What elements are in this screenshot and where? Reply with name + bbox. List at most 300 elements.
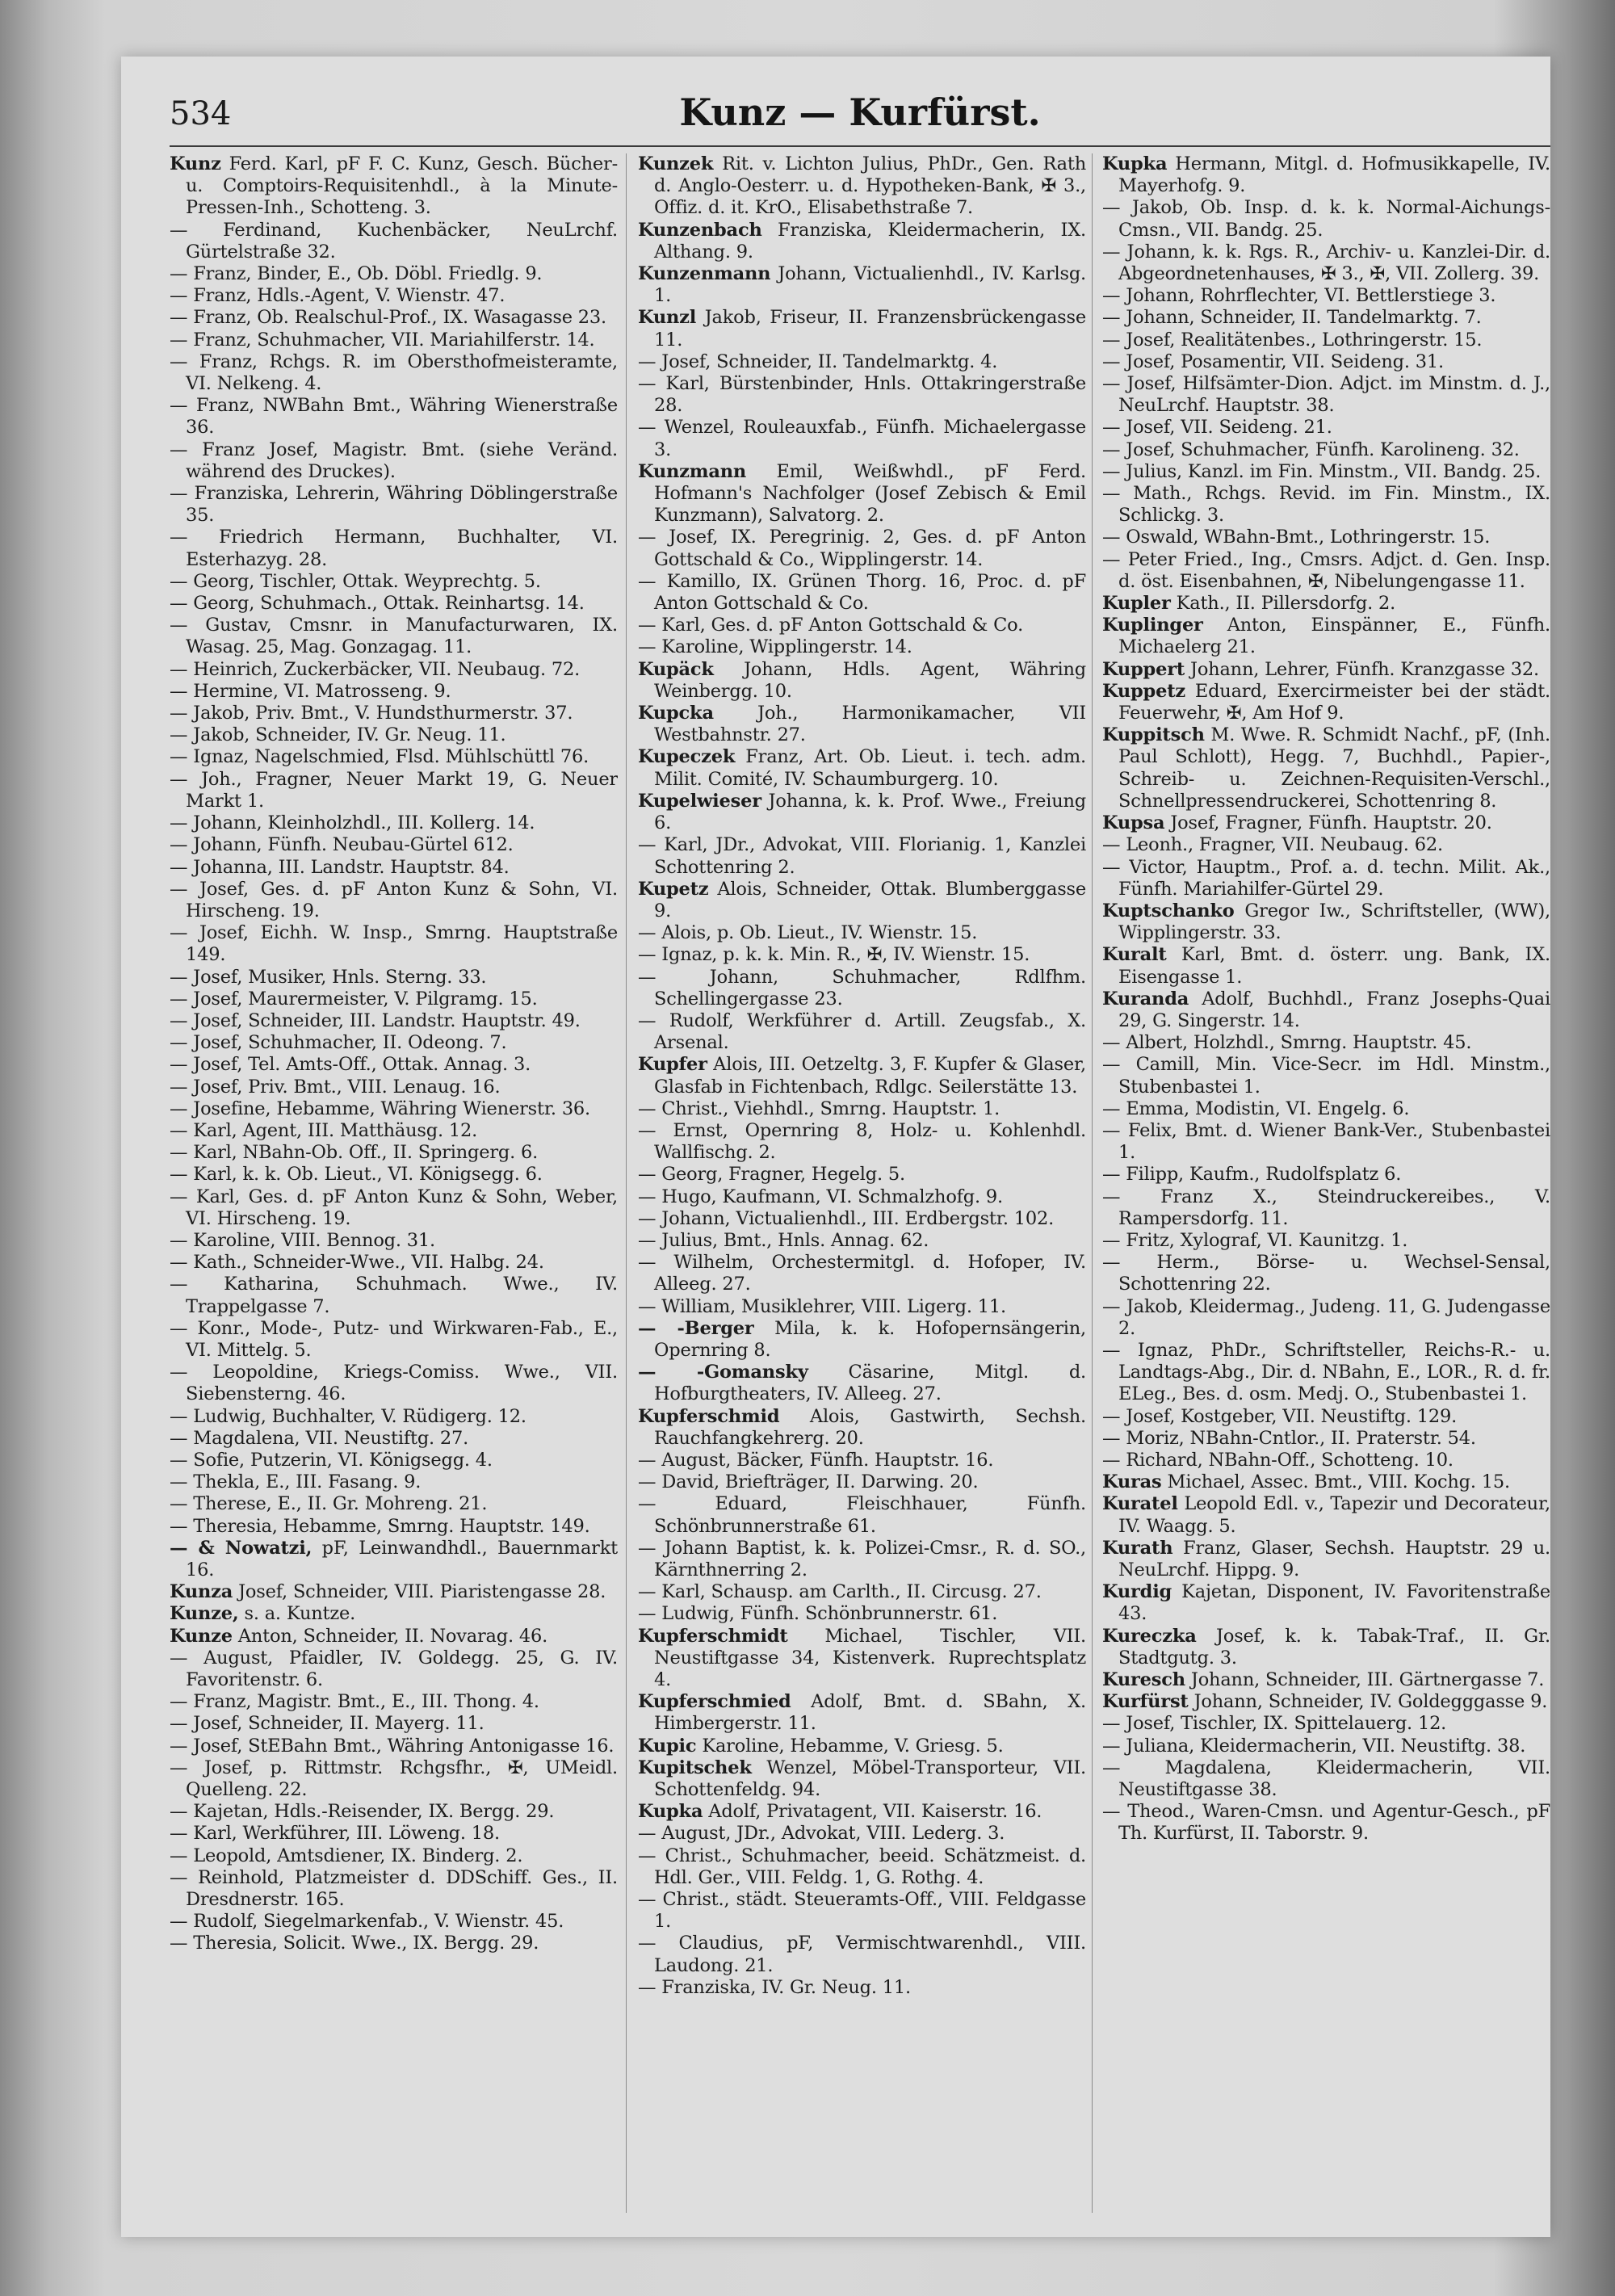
directory-entry <box>1102 329 1550 351</box>
entry-details: — Katharina, Schuhmach. Wwe., IV. Trappelgasse 7. <box>170 1274 618 1317</box>
entry-details: — Friedrich Hermann, Buchhalter, VI. Esterhazyg. 28. <box>170 527 618 570</box>
entry-details: Alois, Gastwirth, Sechsh. Rauchfangkehrerg. 20. <box>654 1405 1086 1449</box>
directory-entry <box>638 1230 1086 1252</box>
directory-entry <box>638 1691 1086 1735</box>
directory-entry <box>170 1164 618 1186</box>
entry-surname: Kurdig <box>1102 1581 1172 1603</box>
entry-details: — Leonh., Fragner, VII. Neubaug. 62. <box>1102 834 1443 856</box>
directory-entry <box>170 769 618 812</box>
directory-entry <box>638 1296 1086 1318</box>
directory-entry <box>638 1493 1086 1537</box>
entry-surname: Kunzl <box>638 307 697 329</box>
entry-details: — Joh., Fragner, Neuer Markt 19, G. Neuer Markt 1. <box>170 768 618 812</box>
directory-entry <box>1102 615 1550 658</box>
entry-details: — Peter Fried., Ing., Cmsrs. Adjct. d. Gen. Insp. d. öst. Eisenbahnen, ✠, Nibelungengasse 11. <box>1102 548 1550 592</box>
entry-details: — Ernst, Opernring 8, Holz- u. Kohlenhdl. Wallfischg. 2. <box>638 1119 1086 1164</box>
directory-entry <box>1102 1691 1550 1713</box>
entry-details: — Kath., Schneider-Wwe., VII. Halbg. 24. <box>170 1252 544 1274</box>
directory-entry <box>638 967 1086 1010</box>
entry-details: — August, JDr., Advokat, VIII. Lederg. 3. <box>638 1823 1005 1845</box>
directory-entry <box>170 1471 618 1493</box>
directory-entry <box>638 1406 1086 1450</box>
directory-entry <box>1102 1581 1550 1625</box>
entry-surname: — & Nowatzi, <box>170 1537 313 1559</box>
entry-details: Joh., Harmonikamacher, VII Westbahnstr. 27. <box>654 703 1086 746</box>
directory-entry <box>170 1142 618 1164</box>
directory-entry <box>638 1933 1086 1976</box>
entry-details: — Albert, Holzhdl., Smrng. Hauptstr. 45. <box>1102 1032 1472 1054</box>
directory-entry <box>170 1120 618 1142</box>
directory-entry <box>1102 900 1550 944</box>
directory-entry <box>638 1581 1086 1603</box>
directory-entry <box>638 153 1086 220</box>
entry-details: — Josef, VII. Seideng. 21. <box>1102 417 1332 439</box>
entry-details: — Christ., Schuhmacher, beeid. Schätzmeist. d. Hdl. Ger., VIII. Feldg. 1, G. Rothg. 4. <box>638 1845 1086 1888</box>
entry-surname: Kupler <box>1102 593 1171 615</box>
directory-entry <box>1102 1252 1550 1295</box>
entry-details: — Josef, Schneider, II. Tandelmarktg. 4. <box>638 350 998 372</box>
entry-surname: Kupka <box>638 1801 703 1823</box>
entry-details: Franz, Glaser, Sechsh. Hauptstr. 29 u. NeuLrchf. Hippg. 9. <box>1118 1537 1550 1580</box>
directory-entry <box>638 1757 1086 1801</box>
entry-details: Rit. v. Lichton Julius, PhDr., Gen. Rath d. Anglo-Oesterr. u. d. Hypotheken-Bank, ✠ 3., Offiz. d. it. KrO., Elisabethstraße 7. <box>654 153 1086 219</box>
directory-entry <box>170 659 618 681</box>
entry-details: — Ludwig, Buchhalter, V. Rüdigerg. 12. <box>170 1405 526 1427</box>
header-rule <box>170 145 1550 147</box>
directory-entry <box>1102 988 1550 1032</box>
directory-entry <box>1102 1736 1550 1757</box>
entry-surname: Kupcka <box>638 703 714 724</box>
directory-entry <box>170 307 618 329</box>
entry-surname: Kuppetz <box>1102 680 1185 702</box>
entry-details: Wenzel, Möbel-Transporteur, VII. Schottenfeldg. 94. <box>654 1757 1086 1801</box>
directory-entry <box>1102 307 1550 329</box>
directory-entry <box>170 1845 618 1867</box>
entry-details: Kajetan, Disponent, IV. Favoritenstraße 43. <box>1118 1581 1550 1625</box>
directory-entry <box>170 527 618 570</box>
directory-entry <box>170 395 618 439</box>
entry-surname: Kunzenmann <box>638 263 771 285</box>
directory-entry <box>170 1274 618 1317</box>
entry-details: — Ignaz, Nagelschmied, Flsd. Mühlschüttl 76. <box>170 746 589 768</box>
entry-details: Josef, Schneider, VIII. Piaristengasse 28. <box>233 1581 606 1603</box>
directory-entry <box>1102 1296 1550 1340</box>
entry-details: s. a. Kuntze. <box>238 1603 356 1625</box>
entry-surname: Kupka <box>1102 153 1168 174</box>
entry-details: Mila, k. k. Hofopernsängerin, Opernring 8. <box>654 1317 1086 1361</box>
directory-entry <box>170 922 618 966</box>
directory-entry <box>170 1691 618 1713</box>
entry-details: — Reinhold, Platzmeister d. DDSchiff. Ges., II. Dresdnerstr. 165. <box>170 1866 618 1911</box>
directory-entry <box>638 220 1086 263</box>
directory-entry <box>170 857 618 879</box>
entry-details: Hermann, Mitgl. d. Hofmusikkapelle, IV. Mayerhofg. 9. <box>1118 153 1550 197</box>
page-header <box>170 90 1550 144</box>
directory-entry <box>1102 1054 1550 1098</box>
directory-entry <box>638 1471 1086 1493</box>
entry-surname: Kupferschmid <box>638 1405 780 1427</box>
entry-details: — Josef, StEBahn Bmt., Währing Antonigasse 16. <box>170 1735 615 1757</box>
entry-details: — Franz, Magistr. Bmt., E., III. Thong. 4. <box>170 1691 539 1713</box>
directory-entry <box>638 527 1086 570</box>
entry-details: — Filipp, Kaufm., Rudolfsplatz 6. <box>1102 1164 1402 1186</box>
directory-entry <box>1102 285 1550 307</box>
directory-entry <box>1102 1757 1550 1801</box>
entry-details: pF, Leinwandhdl., Bauernmarkt 16. <box>186 1537 618 1580</box>
directory-entry <box>170 1032 618 1054</box>
entry-details: — Karl, Schausp. am Carlth., II. Circusg. 27. <box>638 1581 1042 1603</box>
entry-details: — Wenzel, Rouleauxfab., Fünfh. Michaelergasse 3. <box>638 417 1086 460</box>
entry-details: — Josef, p. Rittmstr. Rchgsfhr., ✠, UMeidl. Quelleng. 22. <box>170 1757 618 1801</box>
directory-entry <box>170 1406 618 1428</box>
entry-details: — Kajetan, Hdls.-Reisender, IX. Bergg. 29. <box>170 1801 555 1823</box>
entry-surname: Kupitschek <box>638 1757 752 1778</box>
directory-entry <box>1102 351 1550 373</box>
entry-details: Josef, k. k. Tabak-Traf., II. Gr. Stadtgutg. 3. <box>1118 1625 1550 1668</box>
directory-entry <box>638 263 1086 307</box>
directory-entry <box>1102 812 1550 834</box>
entry-details: — Josef, Tel. Amts-Off., Ottak. Annag. 3. <box>170 1054 531 1076</box>
entry-details: — Franz, Schuhmacher, VII. Mariahilferstr. 14. <box>170 329 595 350</box>
entry-details: — Josef, Priv. Bmt., VIII. Lenaug. 16. <box>170 1076 501 1098</box>
entry-details: — Ignaz, PhDr., Schriftsteller, Reichs-R.- u. Landtags-Abg., Dir. d. NBahn, E., LOR., R. d. fr. ELeg., Bes. d. osm. Medj. O., Stubenbastei 1. <box>1102 1339 1550 1405</box>
entry-details: Johann, Schneider, III. Gärtnergasse 7. <box>1185 1669 1545 1691</box>
directory-entry <box>170 1493 618 1515</box>
directory-entry <box>170 1823 618 1845</box>
entry-details: — Thekla, E., III. Fasang. 9. <box>170 1471 422 1493</box>
entry-details: — Magdalena, Kleidermacherin, VII. Neustiftgasse 38. <box>1102 1757 1550 1801</box>
entry-details: — Johann, Rohrflechter, VI. Bettlerstiege 3. <box>1102 285 1496 307</box>
entry-details: — Johann, Kleinholzhdl., III. Kollerg. 14. <box>170 812 535 834</box>
directory-entry <box>638 636 1086 658</box>
entry-details: Alois, Schneider, Ottak. Blumberggasse 9. <box>654 878 1086 921</box>
entry-details: Michael, Tischler, VII. Neustiftgasse 34, Kistenverk. Ruprechtsplatz 4. <box>654 1625 1086 1691</box>
entry-details: — Karl, Ges. d. pF Anton Kunz & Sohn, Weber, VI. Hirscheng. 19. <box>170 1186 618 1229</box>
directory-entry <box>638 615 1086 636</box>
entry-details: — Johann Baptist, k. k. Polizei-Cmsr., R. d. SO., Kärnthnerring 2. <box>638 1537 1086 1580</box>
directory-entry <box>170 812 618 834</box>
directory-entry <box>1102 197 1550 241</box>
entry-details: Adolf, Privatagent, VII. Kaiserstr. 16. <box>703 1801 1042 1823</box>
directory-entry <box>638 1098 1086 1120</box>
directory-entry <box>638 1801 1086 1823</box>
entry-details: Jakob, Friseur, II. Franzensbrückengasse 11. <box>654 307 1086 350</box>
directory-entry <box>1102 1801 1550 1845</box>
directory-entry <box>1102 944 1550 988</box>
entry-details: — Johann, Victualienhdl., III. Erdbergstr. 102. <box>638 1207 1055 1229</box>
directory-entry <box>638 373 1086 417</box>
entry-details: — Josef, IX. Peregrinig. 2, Ges. d. pF Anton Gottschald & Co., Wipplingerstr. 14. <box>638 527 1086 570</box>
entry-details: — Emma, Modistin, VI. Engelg. 6. <box>1102 1098 1410 1119</box>
directory-entry <box>1102 1186 1550 1230</box>
directory-entry <box>170 593 618 615</box>
entry-surname: — -Berger <box>638 1317 754 1339</box>
directory-entry <box>638 461 1086 527</box>
entry-details: — Franz X., Steindruckereibes., V. Rampersdorfg. 11. <box>1102 1186 1550 1229</box>
directory-entry <box>638 1736 1086 1757</box>
entry-surname: Kunzek <box>638 153 714 174</box>
directory-entry <box>638 1450 1086 1471</box>
entry-details: — Georg, Schuhmach., Ottak. Reinhartsg. 14. <box>170 593 585 615</box>
entry-details: — Karl, Werkführer, III. Löweng. 18. <box>170 1823 500 1845</box>
entry-surname: Kurath <box>1102 1537 1173 1559</box>
entry-surname: Kupäck <box>638 658 714 680</box>
directory-entry <box>638 834 1086 878</box>
entry-details: — Hermine, VI. Matrosseng. 9. <box>170 680 451 702</box>
entry-surname: Kunze, <box>170 1603 239 1625</box>
entry-details: — Franziska, Lehrerin, Währing Döblingerstraße 35. <box>170 483 618 527</box>
entry-details: — Franz Josef, Magistr. Bmt. (siehe Veränd. während des Druckes). <box>170 439 618 482</box>
column-3 <box>1102 153 1550 2221</box>
directory-entry <box>638 703 1086 746</box>
directory-entry <box>1102 483 1550 527</box>
directory-entry <box>170 1867 618 1911</box>
entry-details: Gregor Iw., Schriftsteller, (WW), Wipplingerstr. 33. <box>1118 900 1550 944</box>
entry-details: — Moriz, NBahn-Cntlor., II. Praterstr. 54. <box>1102 1427 1476 1449</box>
directory-entry <box>1102 724 1550 812</box>
directory-entry <box>638 1208 1086 1230</box>
entry-details: — Franz, Hdls.-Agent, V. Wienstr. 47. <box>170 285 505 307</box>
entry-details: Leopold Edl. v., Tapezir und Decorateur, IV. Waagg. 5. <box>1118 1493 1550 1537</box>
directory-entry <box>638 1845 1086 1889</box>
directory-entry <box>638 1603 1086 1625</box>
directory-entry <box>170 329 618 351</box>
entry-details: — Josefine, Hebamme, Währing Wienerstr. 36. <box>170 1098 590 1119</box>
entry-details: Josef, Fragner, Fünfh. Hauptstr. 20. <box>1164 812 1492 834</box>
directory-entry <box>1102 417 1550 439</box>
page-number: 534 <box>170 95 232 132</box>
entry-surname: Kureczka <box>1102 1625 1197 1647</box>
directory-entry <box>170 1318 618 1362</box>
entry-details: — David, Briefträger, II. Darwing. 20. <box>638 1471 979 1493</box>
directory-entry <box>170 681 618 703</box>
directory-entry <box>170 1581 618 1603</box>
entry-details: Johann, Lehrer, Fünfh. Kranzgasse 32. <box>1185 658 1539 680</box>
directory-entry <box>638 746 1086 790</box>
directory-entry <box>170 483 618 527</box>
directory-entry <box>638 1626 1086 1692</box>
entry-details: — Johann, Fünfh. Neubau-Gürtel 612. <box>170 834 514 856</box>
entry-surname: Kunz <box>170 153 221 174</box>
directory-entry <box>170 1647 618 1691</box>
entry-details: — Jakob, Kleidermag., Judeng. 11, G. Judengasse 2. <box>1102 1295 1550 1339</box>
entry-details: — Karl, Agent, III. Matthäusg. 12. <box>170 1119 478 1141</box>
directory-entry <box>638 879 1086 922</box>
entry-details: — Franz, Binder, E., Ob. Döbl. Friedlg. 9. <box>170 263 543 285</box>
entry-details: — Richard, NBahn-Off., Schotteng. 10. <box>1102 1449 1454 1471</box>
directory-entry <box>1102 1428 1550 1450</box>
entry-details: — Franz, Ob. Realschul-Prof., IX. Wasagasse 23. <box>170 307 606 329</box>
directory-entry <box>170 1933 618 1954</box>
entry-details: — Josef, Tischler, IX. Spittelauerg. 12. <box>1102 1713 1447 1735</box>
entry-surname: Kupferschmidt <box>638 1625 788 1647</box>
entry-details: — Ferdinand, Kuchenbäcker, NeuLrchf. Gürtelstraße 32. <box>170 219 618 262</box>
entry-surname: Kupic <box>638 1735 697 1757</box>
entry-details: — Josef, Posamentir, VII. Seideng. 31. <box>1102 350 1444 372</box>
entry-details: — Magdalena, VII. Neustiftg. 27. <box>170 1427 469 1449</box>
entry-details: Anton, Einspänner, E., Fünfh. Michaelerg 21. <box>1118 615 1550 658</box>
directory-entry <box>638 1318 1086 1362</box>
entry-details: — Fritz, Xylograf, VI. Kaunitzg. 1. <box>1102 1229 1408 1251</box>
entry-details: — Johann, Schuhmacher, Rdlfhm. Schellingergasse 23. <box>638 966 1086 1009</box>
entry-surname: Kupsa <box>1102 812 1165 834</box>
directory-entry <box>1102 1493 1550 1537</box>
entry-details: — Hugo, Kaufmann, VI. Schmalzhofg. 9. <box>638 1186 1003 1207</box>
entry-details: — Eduard, Fleischhauer, Fünfh. Schönbrunnerstraße 61. <box>638 1493 1086 1537</box>
entry-details: — Karl, Bürstenbinder, Hnls. Ottakringerstraße 28. <box>638 373 1086 417</box>
entry-surname: Kuptschanko <box>1102 900 1235 921</box>
directory-entry <box>638 1538 1086 1581</box>
entry-surname: Kupelwieser <box>638 790 761 812</box>
entry-surname: Kurfürst <box>1102 1691 1189 1713</box>
directory-entry <box>638 1977 1086 1999</box>
entry-details: Karl, Bmt. d. österr. ung. Bank, IX. Eisengasse 1. <box>1118 944 1550 988</box>
directory-entry <box>170 746 618 768</box>
entry-surname: Kuras <box>1102 1471 1162 1493</box>
entry-details: Johann, Hdls. Agent, Währing Weinbergg. 10. <box>654 658 1086 702</box>
directory-entry <box>638 922 1086 944</box>
directory-entry <box>638 571 1086 615</box>
entry-details: Johann, Schneider, IV. Goldegggasse 9. <box>1188 1691 1548 1713</box>
entry-details: Michael, Assec. Bmt., VIII. Kochg. 15. <box>1161 1471 1510 1493</box>
entry-details: — Franziska, IV. Gr. Neug. 11. <box>638 1976 911 1998</box>
entry-details: Ferd. Karl, pF F. C. Kunz, Gesch. Bücher- u. Comptoirs-Requisitenhdl., à la Minute-Pressen-Inh., Schotteng. 3. <box>186 153 618 219</box>
entry-details: — Josef, Kostgeber, VII. Neustiftg. 129. <box>1102 1405 1458 1427</box>
entry-details: — Georg, Fragner, Hegelg. 5. <box>638 1164 905 1186</box>
directory-entry <box>1102 373 1550 417</box>
entry-surname: Kuralt <box>1102 944 1167 966</box>
directory-entry <box>638 944 1086 966</box>
entry-details: — Leopold, Amtsdiener, IX. Binderg. 2. <box>170 1845 523 1866</box>
entry-details: — Leopoldine, Kriegs-Comiss. Wwe., VII. Siebensterng. 46. <box>170 1362 618 1405</box>
directory-entry <box>170 1603 618 1625</box>
directory-entry <box>638 1889 1086 1933</box>
directory-entry <box>170 703 618 724</box>
entry-details: — Josef, Musiker, Hnls. Sterng. 33. <box>170 966 487 988</box>
directory-entry <box>170 285 618 307</box>
entry-details: — Jakob, Priv. Bmt., V. Hundsthurmerstr. 37. <box>170 703 573 724</box>
entry-details: — Wilhelm, Orchestermitgl. d. Hofoper, IV. Alleeg. 27. <box>638 1252 1086 1295</box>
directory-entry <box>638 1010 1086 1054</box>
entry-details: — Karoline, VIII. Bennog. 31. <box>170 1229 435 1251</box>
entry-details: Adolf, Bmt. d. SBahn, X. Himbergerstr. 11. <box>654 1691 1086 1735</box>
entry-details: — Jakob, Schneider, IV. Gr. Neug. 11. <box>170 724 506 746</box>
column-2 <box>638 153 1086 2221</box>
entry-details: — Theresia, Solicit. Wwe., IX. Bergg. 29. <box>170 1933 539 1954</box>
entry-details: Johanna, k. k. Prof. Wwe., Freiung 6. <box>654 790 1086 834</box>
directory-entry <box>1102 1230 1550 1252</box>
entry-details: — Josef, Schuhmacher, II. Odeong. 7. <box>170 1032 507 1054</box>
entry-details: — Rudolf, Siegelmarkenfab., V. Wienstr. 45. <box>170 1911 564 1933</box>
directory-entry <box>638 1054 1086 1098</box>
entry-details: — Jakob, Ob. Insp. d. k. k. Normal-Aichungs-Cmsn., VII. Bandg. 25. <box>1102 197 1550 241</box>
entry-details: — Josef, Eichh. W. Insp., Smrng. Hauptstraße 149. <box>170 922 618 966</box>
column-1 <box>170 153 618 2221</box>
directory-entry <box>170 1626 618 1647</box>
entry-details: — Kamillo, IX. Grünen Thorg. 16, Proc. d. pF Anton Gottschald & Co. <box>638 570 1086 615</box>
entry-surname: Kuratel <box>1102 1493 1178 1515</box>
entry-details: — Christ., städt. Steueramts-Off., VIII. Feldgasse 1. <box>638 1889 1086 1933</box>
directory-entry <box>1102 659 1550 681</box>
entry-surname: — -Gomansky <box>638 1362 808 1383</box>
entry-details: — Josef, Schneider, III. Landstr. Hauptstr. 49. <box>170 1009 581 1031</box>
entry-details: Eduard, Exercirmeister bei der städt. Feuerwehr, ✠, Am Hof 9. <box>1118 680 1550 724</box>
entry-details: — Franz, NWBahn Bmt., Währing Wienerstraße 36. <box>170 395 618 439</box>
entry-details: — Herm., Börse- u. Wechsel-Sensal, Schottenring 22. <box>1102 1252 1550 1295</box>
directory-entry <box>170 879 618 922</box>
entry-details: — Therese, E., II. Gr. Mohreng. 21. <box>170 1493 488 1515</box>
directory-entry <box>1102 549 1550 593</box>
entry-details: — Johann, Schneider, II. Tandelmarktg. 7. <box>1102 307 1482 329</box>
directory-entry <box>638 659 1086 703</box>
directory-entry <box>638 1120 1086 1164</box>
directory-entry <box>1102 527 1550 548</box>
entry-details: — Josef, Realitätenbes., Lothringerstr. 15. <box>1102 329 1483 350</box>
directory-entry <box>170 1757 618 1801</box>
entry-surname: Kuranda <box>1102 988 1189 1009</box>
directory-entry <box>1102 1626 1550 1669</box>
entry-details: — Juliana, Kleidermacherin, VII. Neustiftg. 38. <box>1102 1735 1526 1757</box>
directory-entry <box>1102 153 1550 197</box>
column-divider <box>1092 153 1093 2213</box>
entry-details: — Konr., Mode-, Putz- und Wirkwaren-Fab., E., VI. Mittelg. 5. <box>170 1317 618 1361</box>
entry-details: — Victor, Hauptm., Prof. a. d. techn. Milit. Ak., Fünfh. Mariahilfer-Gürtel 29. <box>1102 856 1550 900</box>
entry-surname: Kupeczek <box>638 746 736 768</box>
directory-entry <box>1102 834 1550 856</box>
entry-details: — Christ., Viehhdl., Smrng. Hauptstr. 1. <box>638 1098 1000 1119</box>
directory-entry <box>1102 1340 1550 1406</box>
entry-details: — Camill, Min. Vice-Secr. im Hdl. Minstm., Stubenbastei 1. <box>1102 1054 1550 1098</box>
directory-entry <box>170 1230 618 1252</box>
entry-details: Emil, Weißwhdl., pF Ferd. Hofmann's Nachfolger (Josef Zebisch & Emil Kunzmann), Salvatorg. 2. <box>654 460 1086 527</box>
directory-entry <box>170 351 618 395</box>
entry-details: — Rudolf, Werkführer d. Artill. Zeugsfab., X. Arsenal. <box>638 1009 1086 1054</box>
entry-details: Franziska, Kleidermacherin, IX. Althang. 9. <box>654 219 1086 262</box>
directory-entry <box>1102 681 1550 724</box>
entry-details: — Oswald, WBahn-Bmt., Lothringerstr. 15. <box>1102 527 1491 548</box>
directory-entry <box>170 1252 618 1274</box>
directory-entry <box>638 1186 1086 1208</box>
directory-entry <box>170 1010 618 1032</box>
directory-entry <box>170 615 618 658</box>
entry-surname: Kupferschmied <box>638 1691 791 1713</box>
directory-entry <box>170 724 618 746</box>
directory-entry <box>638 1252 1086 1295</box>
entry-details: — Heinrich, Zuckerbäcker, VII. Neubaug. 72. <box>170 658 581 680</box>
directory-entry <box>638 1823 1086 1845</box>
entry-details: — Josef, Schuhmacher, Fünfh. Karolineng. 32. <box>1102 439 1520 460</box>
entry-details: — Josef, Ges. d. pF Anton Kunz & Sohn, VI. Hirscheng. 19. <box>170 878 618 921</box>
directory-entry <box>170 834 618 856</box>
entry-details: Franz, Art. Ob. Lieut. i. tech. adm. Milit. Comité, IV. Schaumburgerg. 10. <box>654 746 1086 790</box>
directory-entry <box>170 1450 618 1471</box>
entry-surname: Kuppitsch <box>1102 724 1205 746</box>
directory-entry <box>1102 1164 1550 1186</box>
running-head: Kunz — Kurfürst. <box>679 90 1041 134</box>
column-divider <box>626 153 627 2213</box>
directory-entry <box>170 1098 618 1120</box>
directory-entry <box>170 263 618 285</box>
directory-entry <box>170 439 618 483</box>
directory-entry <box>1102 439 1550 461</box>
entry-details: — Sofie, Putzerin, VI. Königsegg. 4. <box>170 1449 493 1471</box>
entry-surname: Kupetz <box>638 878 709 900</box>
entry-surname: Kupfer <box>638 1054 707 1076</box>
directory-entry <box>638 417 1086 460</box>
directory-entry <box>170 571 618 593</box>
entry-details: — Math., Rchgs. Revid. im Fin. Minstm., IX. Schlickg. 3. <box>1102 483 1550 527</box>
entry-surname: Kuplinger <box>1102 615 1203 636</box>
